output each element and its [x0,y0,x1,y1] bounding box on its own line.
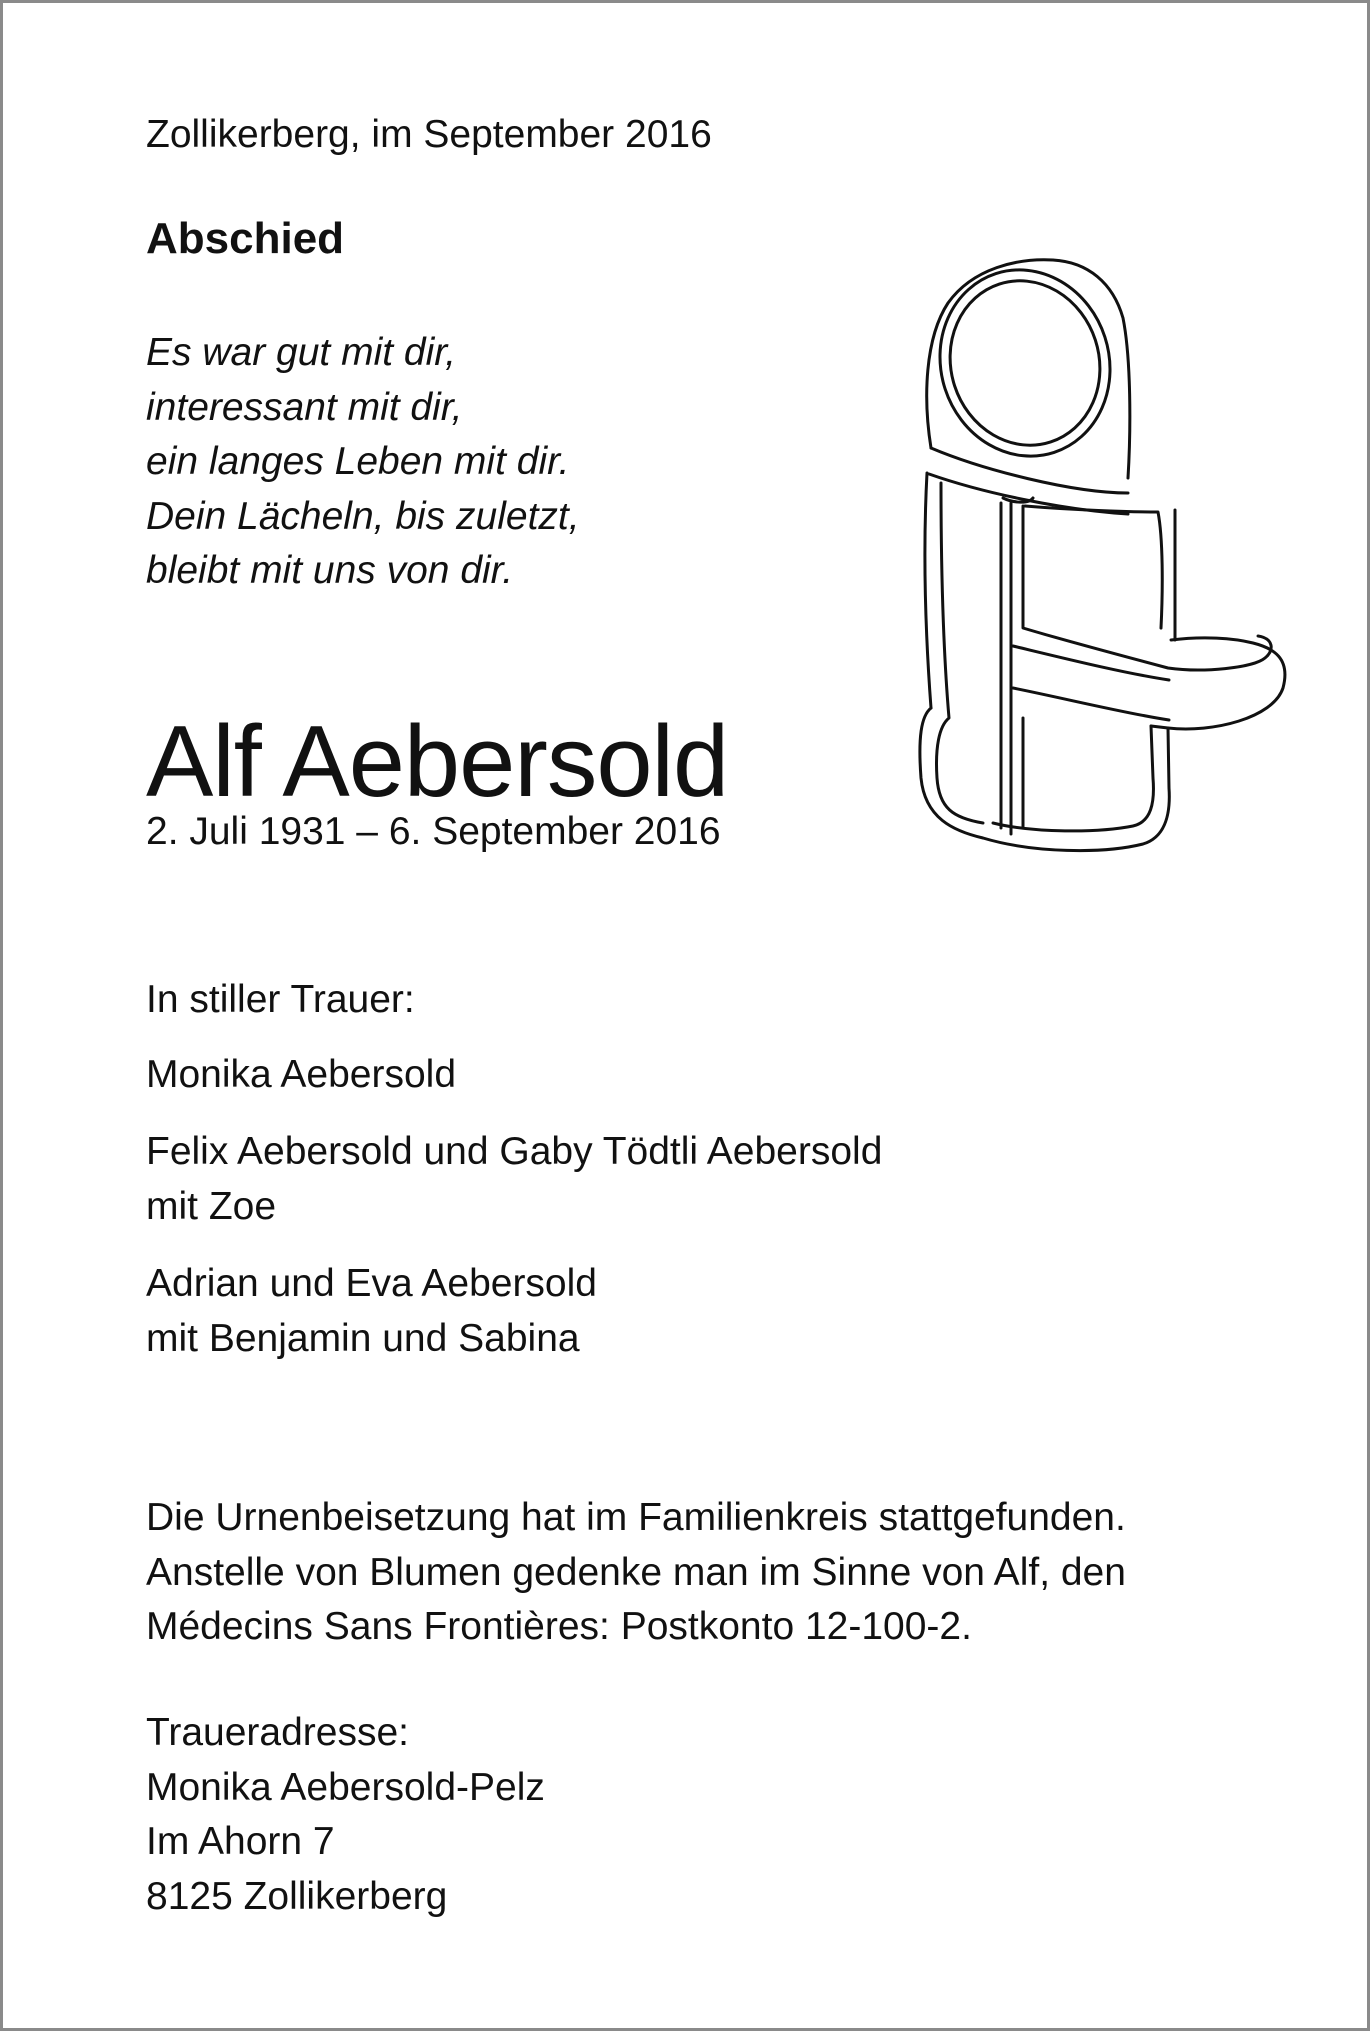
address-line: Traueradresse: [146,1711,410,1754]
mourning-label: In stiller Trauer: [146,978,415,1021]
family-entry [146,1257,597,1366]
family-line: Monika Aebersold [146,1053,457,1096]
notice-line: Anstelle von Blumen gedenke man im Sinne von Alf, den [146,1550,1126,1594]
family-entry [146,1125,882,1234]
notice-line: Die Urnenbeisetzung hat im Familienkreis stattgefunden. [146,1496,1126,1539]
family-line: Felix Aebersold und Gaby Tödtli Aebersold [146,1130,883,1173]
family-entry [146,1048,456,1103]
funeral-notice [146,1491,1126,1655]
poem [146,326,580,599]
family-line: mit Benjamin und Sabina [146,1316,580,1360]
deceased-name: Alf Aebersold [146,706,729,818]
poem-line: Es war gut mit dir, [146,331,456,374]
dateline: Zollikerberg, im September 2016 [146,113,712,156]
mourning-address [146,1706,545,1924]
poem-line: bleibt mit uns von dir. [146,549,514,592]
poem-line: interessant mit dir, [146,385,463,429]
poem-line: ein langes Leben mit dir. [146,440,570,483]
family-line: mit Zoe [146,1184,277,1228]
notice-line: Médecins Sans Frontières: Postkonto 12-100-2. [146,1605,972,1648]
address-line: 8125 Zollikerberg [146,1874,448,1918]
family-line: Adrian und Eva Aebersold [146,1262,597,1305]
address-line: Monika Aebersold-Pelz [146,1765,545,1809]
address-line: Im Ahorn 7 [146,1820,335,1863]
urn-drawing-icon [913,248,1293,858]
heading: Abschied [146,214,345,263]
poem-line: Dein Lächeln, bis zuletzt, [146,494,580,538]
lifespan: 2. Juli 1931 – 6. September 2016 [146,810,721,853]
